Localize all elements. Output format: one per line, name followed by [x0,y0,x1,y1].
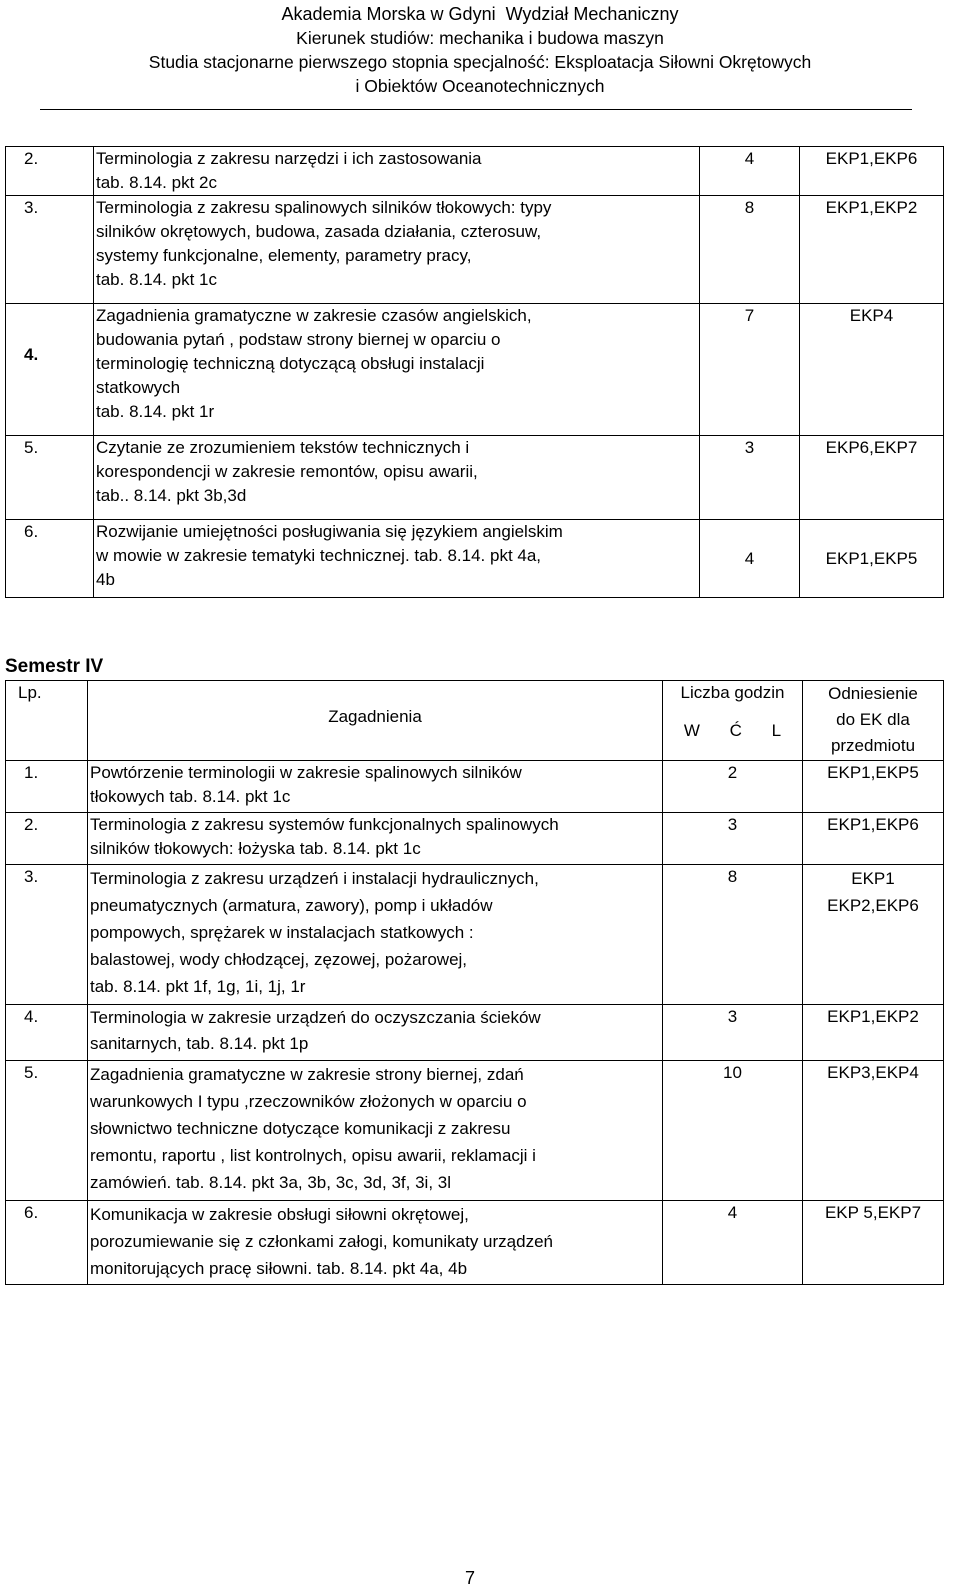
row-hours: 8 [663,865,803,1005]
topic-line: terminologię techniczną dotyczącą obsługi instalacji [96,354,485,373]
row-hours: 3 [700,436,800,520]
topic-line: silników tłokowych: łożyska tab. 8.14. pkt 1c [90,839,421,858]
row-ek [803,865,944,1005]
header-topic: Zagadnienia [88,681,663,761]
header-hours [663,681,803,761]
row-hours: 4 [663,1201,803,1285]
topic-line: tab. 8.14. pkt 1r [96,402,215,421]
ek-line: EKP1,EKP5 [827,763,919,782]
row-topic [88,865,663,1005]
row-topic [88,1005,663,1061]
topic-line: Komunikacja w zakresie obsługi siłowni okrętowej, [90,1205,469,1224]
table-row [6,1201,944,1285]
semester-heading: Semestr IV [5,656,104,677]
ek-line: EKP1,EKP2 [827,1007,919,1026]
row-ek [803,1201,944,1285]
topic-line: Zagadnienia gramatyczne w zakresie czasów angielskich, [96,306,532,325]
topic-line: tłokowych tab. 8.14. pkt 1c [90,787,291,806]
topic-line: balastowej, wody chłodzącej, zęzowej, pożarowej, [90,950,468,969]
table-row [6,304,944,436]
header-ek-line: Odniesienie [828,684,918,703]
row-hours: 3 [663,1005,803,1061]
header-field-of-study: Kierunek studiów: mechanika i budowa maszyn [296,28,664,48]
ek-line: EKP 5,EKP7 [824,1203,922,1222]
topic-line: tab. 8.14. pkt 2c [96,173,217,192]
row-ek [803,761,944,813]
topic-line: pompowych, sprężarek w instalacjach statkowych : [90,923,474,942]
topic-line: tab. 8.14. pkt 1c [96,270,217,289]
topic-line: Terminologia z zakresu narzędzi i ich zastosowania [96,149,482,168]
topic-line: w mowie w zakresie tematyki technicznej. tab. 8.14. pkt 4a, [96,546,542,565]
page-number: 7 [464,1568,475,1588]
row-topic [94,436,700,520]
row-hours: 7 [700,304,800,436]
row-topic [88,1061,663,1201]
document-header [0,2,960,98]
row-hours: 4 [700,147,800,196]
table-row [6,865,944,1005]
row-topic [88,1201,663,1285]
row-ek [803,1005,944,1061]
row-ek [803,813,944,865]
row-ek: EKP1,EKP5 [800,520,944,598]
row-lp: 4. [6,1005,88,1061]
topic-line: Terminologia w zakresie urządzeń do oczyszczania ścieków [90,1008,541,1027]
topic-line: Czytanie ze zrozumieniem tekstów technicznych i [96,438,470,457]
table-row [6,761,944,813]
header-lp: Lp. [6,681,88,761]
table-row [6,813,944,865]
topics-table-continued [5,146,944,598]
row-lp: 6. [6,1201,88,1285]
header-ek-line: przedmiotu [830,736,916,755]
topic-line: korespondencji w zakresie remontów, opisu awarii, [96,462,478,481]
header-c: Ć [729,721,742,740]
table-row [6,436,944,520]
topic-line: silników okrętowych, budowa, zasada działania, czterosuw, [96,222,542,241]
topic-line: słownictwo techniczne dotyczące komunikacji z zakresu [90,1119,511,1138]
header-l: L [771,721,782,740]
row-hours: 3 [663,813,803,865]
row-topic [94,520,700,598]
topic-line: budowania pytań , podstaw strony biernej w oparciu o [96,330,501,349]
row-hours: 4 [700,520,800,598]
header-specialization: Studia stacjonarne pierwszego stopnia specjalność: Eksploatacja Siłowni Okrętowych [148,52,812,72]
row-topic [94,196,700,304]
row-ek [803,1061,944,1201]
header-w: W [683,721,700,740]
row-lp: 5. [6,436,94,520]
topic-line: warunkowych I typu ,rzeczowników złożonych w oparciu o [90,1092,527,1111]
row-ek: EKP6,EKP7 [800,436,944,520]
ek-line: EKP1,EKP6 [827,815,919,834]
header-rule [40,109,912,110]
row-lp: 1. [6,761,88,813]
ek-line: EKP2,EKP6 [827,896,919,915]
row-topic [94,147,700,196]
row-lp: 2. [6,147,94,196]
topic-line: Powtórzenie terminologii w zakresie spalinowych silników [90,763,522,782]
header-institution: Akademia Morska w Gdyni Wydział Mechaniczny [281,4,679,24]
header-hours-split [663,719,802,743]
row-lp: 3. [6,865,88,1005]
topic-line: remontu, raportu , list kontrolnych, opisu awarii, reklamacji i [90,1146,536,1165]
header-hours-label: Liczba godzin [680,683,785,702]
row-hours: 2 [663,761,803,813]
row-ek: EKP1,EKP6 [800,147,944,196]
table-header-row [6,681,944,761]
table-row [6,147,944,196]
header-ek [803,681,944,761]
topic-line: zamówień. tab. 8.14. pkt 3a, 3b, 3c, 3d, 3f, 3i, 3l [90,1173,451,1192]
row-lp: 2. [6,813,88,865]
row-topic [88,813,663,865]
row-hours: 8 [700,196,800,304]
table-row [6,196,944,304]
header-specialization-cont: i Obiektów Oceanotechnicznych [355,76,605,96]
topic-line: pneumatycznych (armatura, zawory), pomp i układów [90,896,493,915]
header-ek-line: do EK dla [836,710,910,729]
topic-line: Terminologia z zakresu urządzeń i instalacji hydraulicznych, [90,869,539,888]
row-topic [88,761,663,813]
row-lp: 5. [6,1061,88,1201]
row-hours: 10 [663,1061,803,1201]
table-row [6,520,944,598]
topic-line: monitorujących pracę siłowni. tab. 8.14. pkt 4a, 4b [90,1259,468,1278]
topic-line: systemy funkcjonalne, elementy, parametry pracy, [96,246,472,265]
topic-line: 4b [96,570,115,589]
ek-line: EKP3,EKP4 [827,1063,919,1082]
table-row [6,1005,944,1061]
row-lp: 3. [6,196,94,304]
table-row [6,1061,944,1201]
topic-line: Rozwijanie umiejętności posługiwania się językiem angielskim [96,522,563,541]
topic-line: statkowych [96,378,181,397]
topic-line: tab.. 8.14. pkt 3b,3d [96,486,247,505]
topic-line: porozumiewanie się z członkami załogi, komunikaty urządzeń [90,1232,553,1251]
ek-line: EKP1 [851,869,895,888]
topic-line: Zagadnienia gramatyczne w zakresie strony biernej, zdań [90,1065,524,1084]
row-ek: EKP4 [800,304,944,436]
topic-line: Terminologia z zakresu spalinowych silników tłokowych: typy [96,198,552,217]
row-lp: 6. [6,520,94,598]
topic-line: Terminologia z zakresu systemów funkcjonalnych spalinowych [90,815,559,834]
row-topic [94,304,700,436]
row-lp: 4. [6,304,94,436]
topic-line: tab. 8.14. pkt 1f, 1g, 1i, 1j, 1r [90,977,306,996]
semester-topics-table [5,680,944,1285]
row-ek: EKP1,EKP2 [800,196,944,304]
topic-line: sanitarnych, tab. 8.14. pkt 1p [90,1034,309,1053]
